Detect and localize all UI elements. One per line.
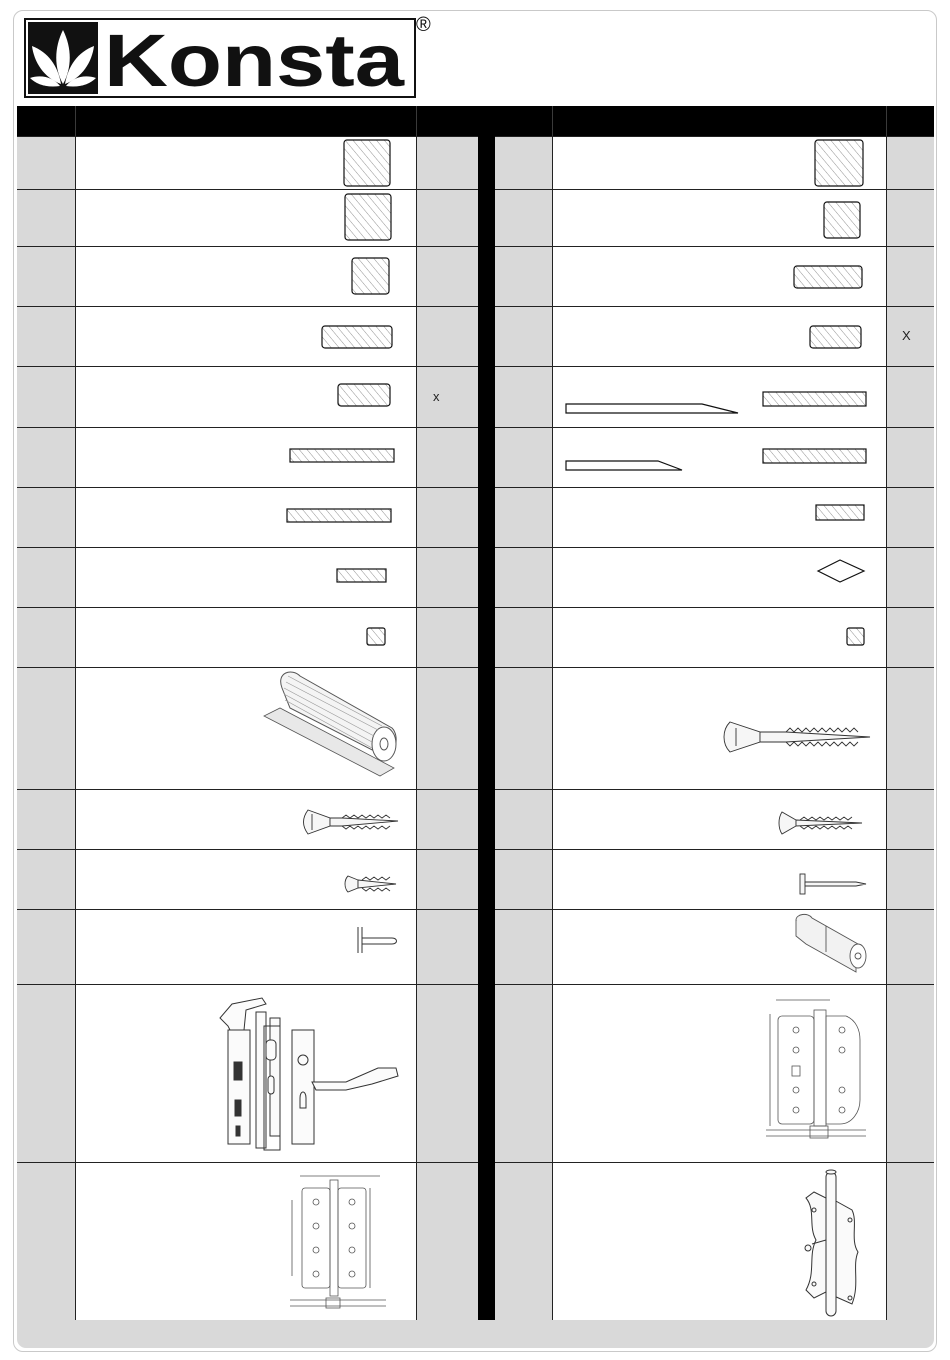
decorative-hinge-icon: [805, 1170, 858, 1316]
profile-diamond-icon: [818, 560, 864, 582]
nail-icon: [800, 874, 866, 894]
screw-medium-icon: [779, 812, 862, 834]
profile-square-large-icon: [344, 140, 390, 186]
profile-square-medium-icon: [824, 202, 860, 238]
profile-square-large-icon: [345, 194, 391, 240]
profile-strip-short-icon: [816, 505, 864, 520]
screw-long-icon: [724, 722, 870, 752]
brand-name: Konsta: [104, 19, 405, 98]
hinge-drawing-icon: [290, 1176, 386, 1308]
screw-short-icon: [345, 876, 396, 892]
profile-rect-medium-icon: [810, 326, 861, 348]
hinge-drawing-dimensioned-icon: [766, 1000, 866, 1138]
selection-mark: X: [902, 328, 911, 343]
seal-roll-icon: [264, 672, 396, 776]
profile-rect-wide-icon: [794, 266, 862, 288]
registered-mark: ®: [416, 14, 431, 36]
hook-pin-icon: [358, 927, 397, 953]
screw-long-icon: [304, 810, 399, 834]
selection-mark: x: [433, 388, 440, 404]
profile-strip-long-icon: [287, 509, 391, 522]
profile-rect-wide-icon: [322, 326, 392, 348]
profile-square-large-icon: [815, 140, 863, 186]
profile-strip-long-icon: [290, 449, 394, 462]
profile-strip-icon: [763, 449, 866, 463]
profile-square-small-icon: [847, 628, 864, 645]
profile-square-small-icon: [367, 628, 385, 645]
profile-taper-short-icon: [566, 461, 682, 470]
profile-taper-long-icon: [566, 404, 738, 413]
lock-cylinder-icon: [796, 914, 866, 972]
profile-square-medium-icon: [352, 258, 389, 294]
profile-strip-short-icon: [337, 569, 386, 582]
profile-rect-medium-icon: [338, 384, 390, 406]
profile-strip-icon: [763, 392, 866, 406]
page-footer: [17, 1320, 934, 1348]
door-lock-handle-set-icon: [220, 998, 398, 1150]
